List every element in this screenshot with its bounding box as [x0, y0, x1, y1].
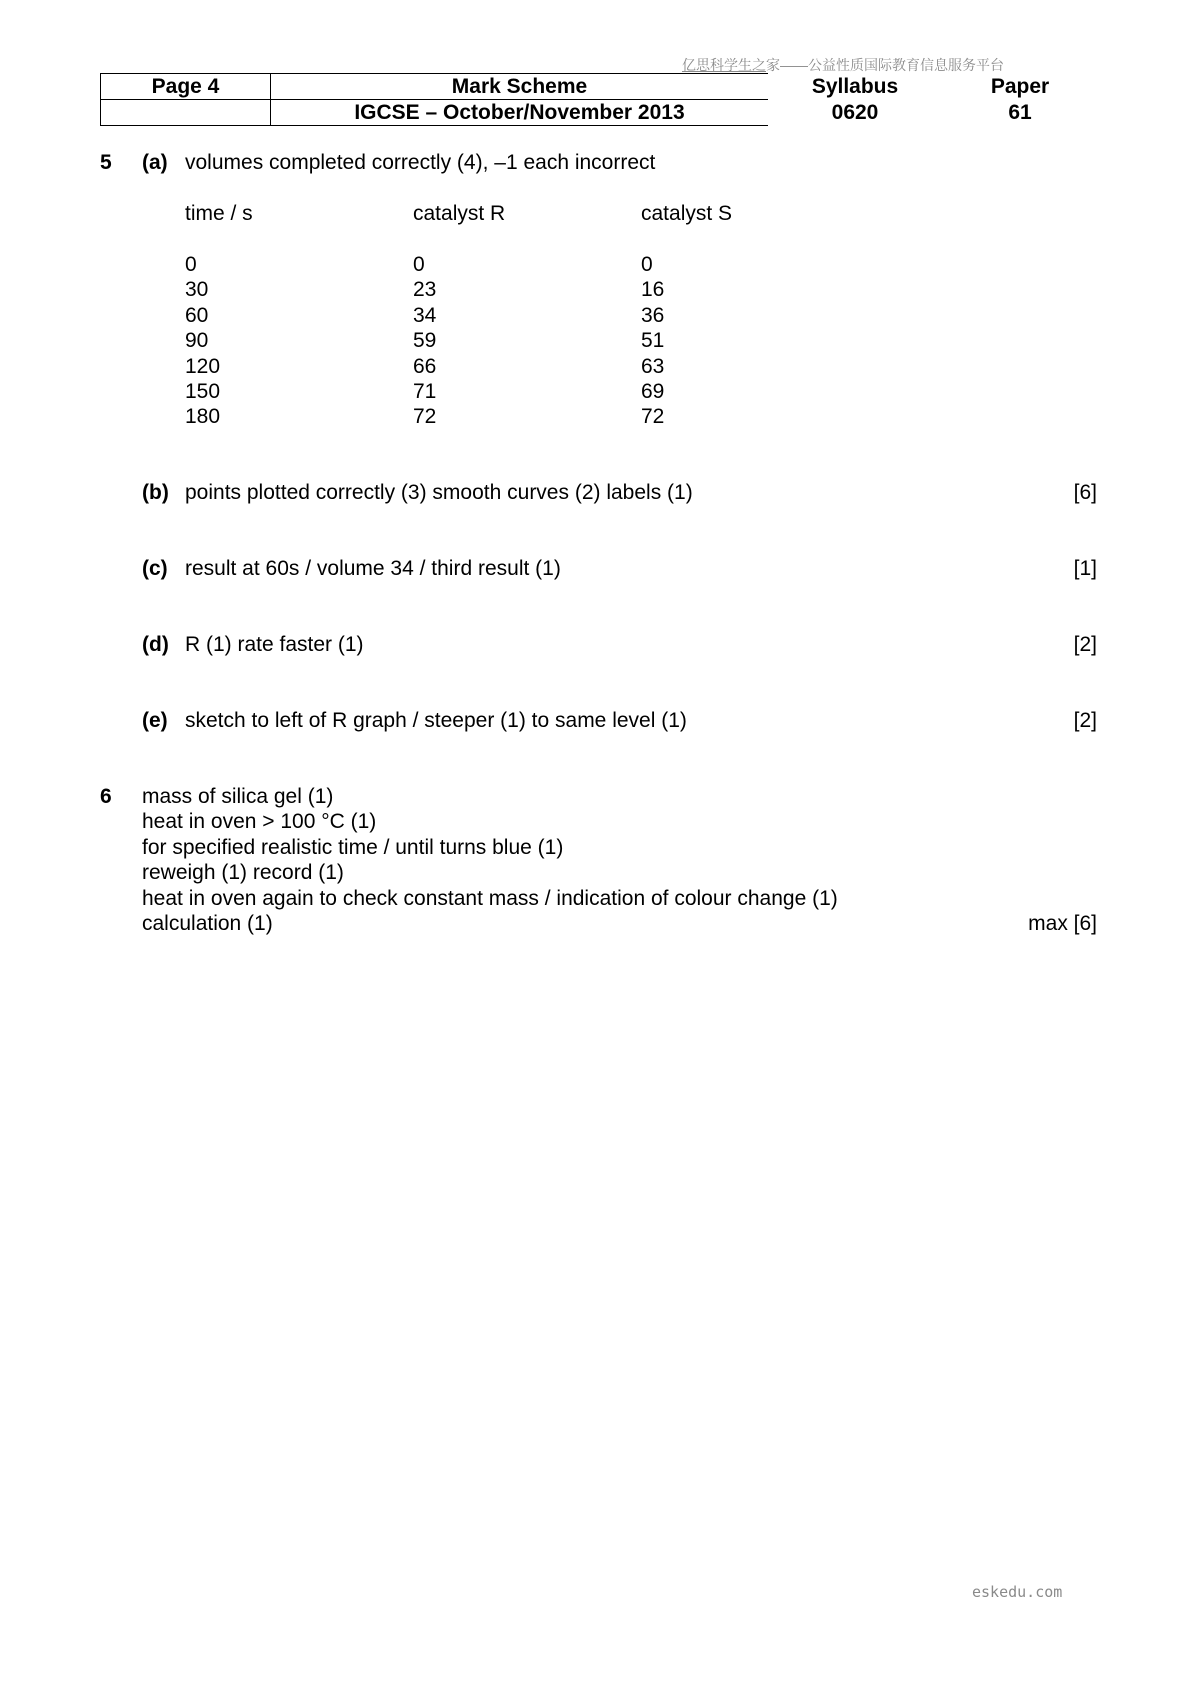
table-column-time	[185, 252, 220, 430]
part-text-a: volumes completed correctly (4), –1 each incorrect	[185, 151, 656, 174]
paper-label: Paper	[990, 75, 1050, 98]
answer-line: reweigh (1) record (1)	[142, 861, 344, 885]
table-cell: 60	[185, 303, 209, 327]
table-cell: 30	[185, 278, 209, 302]
part-marks-e: [2]	[1073, 709, 1097, 732]
part-marks-c: [1]	[1073, 557, 1097, 580]
table-cell: 34	[413, 303, 437, 327]
table-cell: 0	[641, 253, 653, 276]
part-label-a: (a)	[142, 151, 168, 174]
syllabus-code: 0620	[831, 101, 879, 124]
part-label-e: (e)	[142, 709, 168, 732]
table-cell: 69	[641, 380, 665, 404]
syllabus-label: Syllabus	[811, 75, 899, 98]
table-header-catalyst-r: catalyst R	[413, 202, 506, 225]
table-cell: 72	[641, 405, 665, 429]
part-label-d: (d)	[142, 633, 169, 656]
table-cell: 0	[413, 253, 425, 276]
table-cell: 66	[413, 354, 437, 378]
table-cell: 59	[413, 329, 437, 353]
exam-session: IGCSE – October/November 2013	[354, 101, 685, 124]
table-cell: 120	[185, 354, 221, 378]
table-cell: 16	[641, 278, 665, 302]
question-number: 5	[100, 151, 112, 174]
table-column-catalyst-s	[641, 252, 664, 430]
page-label: Page 4	[151, 75, 220, 98]
table-cell: 36	[641, 303, 665, 327]
answer-line: heat in oven again to check constant mass / indication of colour change (1)	[142, 886, 838, 910]
part-marks-b: [6]	[1073, 481, 1097, 504]
question-number: 6	[100, 785, 112, 808]
part-text-b: points plotted correctly (3) smooth curves (2) labels (1)	[185, 481, 693, 504]
table-column-catalyst-r	[413, 252, 436, 430]
answer-line: mass of silica gel (1)	[142, 785, 334, 808]
table-cell: 71	[413, 380, 437, 404]
table-cell: 0	[185, 253, 197, 276]
table-header-time: time / s	[185, 202, 253, 225]
table-cell: 51	[641, 329, 665, 353]
table-cell: 63	[641, 354, 665, 378]
answer-lines	[142, 784, 838, 936]
paper-number: 61	[1008, 101, 1032, 124]
question-6-marks: max [6]	[1028, 912, 1097, 935]
table-cell: 90	[185, 329, 209, 353]
answer-line: heat in oven > 100 °C (1)	[142, 810, 377, 834]
part-marks-d: [2]	[1073, 633, 1097, 656]
part-label-c: (c)	[142, 557, 168, 580]
part-text-c: result at 60s / volume 34 / third result (1)	[185, 557, 561, 580]
answer-line: calculation (1)	[142, 912, 273, 936]
table-cell: 23	[413, 278, 437, 302]
part-text-d: R (1) rate faster (1)	[185, 633, 364, 656]
watermark-top-rest: 家——公益性质国际教育信息服务平台	[766, 57, 1004, 73]
table-cell: 72	[413, 405, 437, 429]
table-header-catalyst-s: catalyst S	[641, 202, 733, 225]
table-cell: 180	[185, 405, 221, 429]
part-text-e: sketch to left of R graph / steeper (1) to same level (1)	[185, 709, 687, 732]
watermark-bottom: eskedu.com	[972, 1583, 1063, 1601]
doc-title: Mark Scheme	[451, 75, 588, 98]
part-label-b: (b)	[142, 481, 169, 504]
answer-line: for specified realistic time / until turns blue (1)	[142, 835, 564, 859]
watermark-top	[682, 55, 1004, 75]
watermark-top-prefix: 亿思科学生之	[682, 57, 766, 73]
table-cell: 150	[185, 380, 221, 404]
